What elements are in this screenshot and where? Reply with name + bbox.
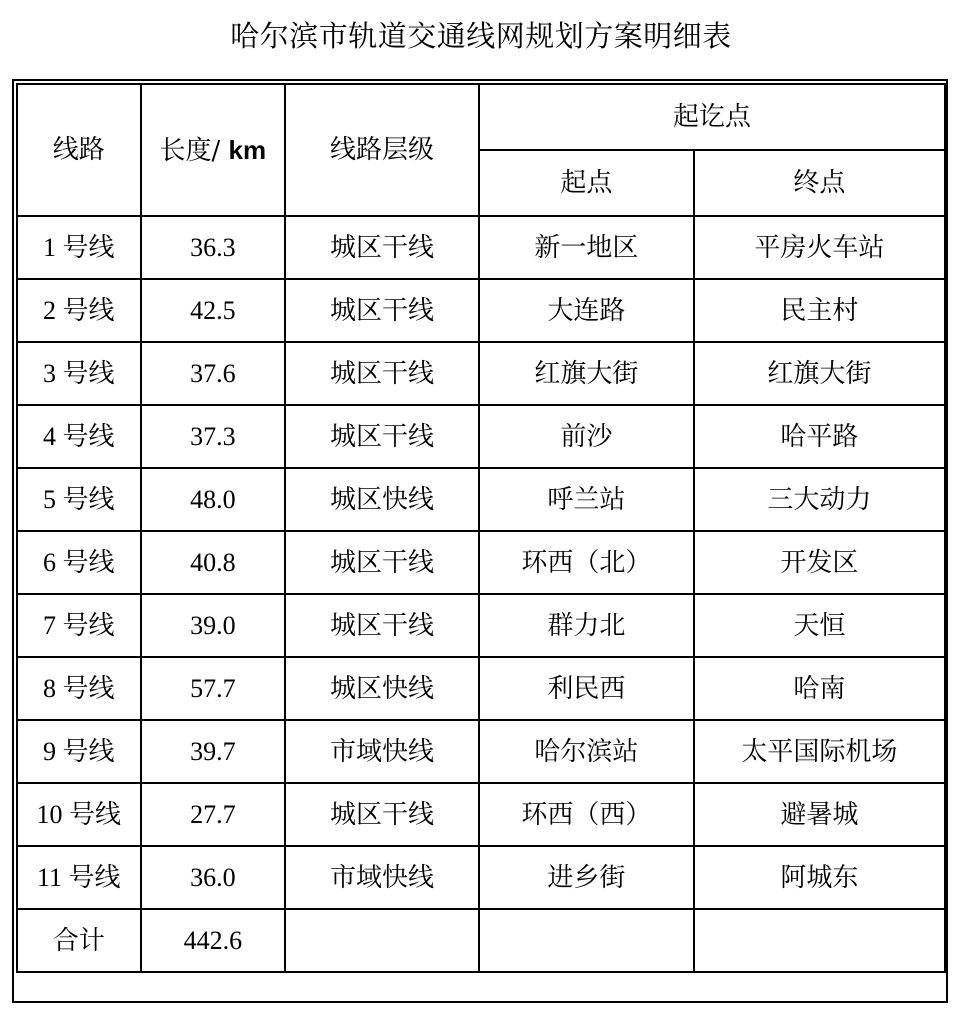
- cell-end: 平房火车站: [694, 216, 945, 279]
- cell-end: 阿城东: [694, 846, 945, 909]
- cell-start: 新一地区: [479, 216, 694, 279]
- cell-start: 利民西: [479, 657, 694, 720]
- table-row: [17, 657, 945, 720]
- table-row: [17, 531, 945, 594]
- cell-end: 哈南: [694, 657, 945, 720]
- cell-line: 10 号线: [17, 783, 141, 846]
- cell-end: 民主村: [694, 279, 945, 342]
- cell-line: 4 号线: [17, 405, 141, 468]
- table-row: [17, 594, 945, 657]
- cell-level: 城区干线: [285, 531, 479, 594]
- cell-line: 9 号线: [17, 720, 141, 783]
- cell-level: 城区干线: [285, 405, 479, 468]
- cell-length: 48.0: [141, 468, 286, 531]
- table-row: [17, 720, 945, 783]
- cell-length: 37.6: [141, 342, 286, 405]
- page-title: 哈尔滨市轨道交通线网规划方案明细表: [230, 19, 732, 53]
- table-row: [17, 783, 945, 846]
- table-row: [17, 342, 945, 405]
- header-endpoints: 起讫点: [479, 84, 945, 150]
- cell-length: 36.0: [141, 846, 286, 909]
- cell-start: 环西（北）: [479, 531, 694, 594]
- cell-start: 红旗大街: [479, 342, 694, 405]
- cell-level: 城区快线: [285, 468, 479, 531]
- cell-start: 环西（西）: [479, 783, 694, 846]
- rail-plan-table: [16, 83, 946, 973]
- cell-length: 36.3: [141, 216, 286, 279]
- cell-length: 27.7: [141, 783, 286, 846]
- total-length: 442.6: [141, 909, 286, 972]
- cell-line: 5 号线: [17, 468, 141, 531]
- cell-end: 红旗大街: [694, 342, 945, 405]
- cell-end: 哈平路: [694, 405, 945, 468]
- cell-level: 城区干线: [285, 342, 479, 405]
- header-length-unit: km: [228, 134, 267, 165]
- cell-end: 避暑城: [694, 783, 945, 846]
- header-level: 线路层级: [285, 84, 479, 216]
- cell-end: 天恒: [694, 594, 945, 657]
- header-row: [17, 84, 945, 150]
- cell-length: 39.7: [141, 720, 286, 783]
- cell-level: 城区干线: [285, 216, 479, 279]
- cell-line: 6 号线: [17, 531, 141, 594]
- header-length: [141, 84, 286, 216]
- empty-cell: [285, 909, 479, 972]
- cell-level: 市域快线: [285, 846, 479, 909]
- cell-line: 7 号线: [17, 594, 141, 657]
- cell-length: 39.0: [141, 594, 286, 657]
- total-row: [17, 909, 945, 972]
- cell-level: 市域快线: [285, 720, 479, 783]
- cell-length: 57.7: [141, 657, 286, 720]
- cell-level: 城区干线: [285, 594, 479, 657]
- cell-start: 哈尔滨站: [479, 720, 694, 783]
- cell-length: 40.8: [141, 531, 286, 594]
- cell-length: 37.3: [141, 405, 286, 468]
- cell-start: 前沙: [479, 405, 694, 468]
- cell-line: 3 号线: [17, 342, 141, 405]
- header-line: 线路: [17, 84, 141, 216]
- table-row: [17, 846, 945, 909]
- cell-end: 太平国际机场: [694, 720, 945, 783]
- cell-level: 城区干线: [285, 783, 479, 846]
- cell-start: 群力北: [479, 594, 694, 657]
- total-label: 合计: [17, 909, 141, 972]
- cell-end: 三大动力: [694, 468, 945, 531]
- cell-start: 进乡街: [479, 846, 694, 909]
- cell-level: 城区快线: [285, 657, 479, 720]
- cell-line: 1 号线: [17, 216, 141, 279]
- cell-line: 11 号线: [17, 846, 141, 909]
- table-row: [17, 468, 945, 531]
- table-row: [17, 279, 945, 342]
- header-end: 终点: [694, 150, 945, 216]
- cell-end: 开发区: [694, 531, 945, 594]
- cell-start: 呼兰站: [479, 468, 694, 531]
- cell-start: 大连路: [479, 279, 694, 342]
- cell-length: 42.5: [141, 279, 286, 342]
- empty-cell: [694, 909, 945, 972]
- header-start: 起点: [479, 150, 694, 216]
- cell-level: 城区干线: [285, 279, 479, 342]
- header-length-label: 长度/: [159, 135, 229, 166]
- cell-line: 8 号线: [17, 657, 141, 720]
- table-row: [17, 216, 945, 279]
- cell-line: 2 号线: [17, 279, 141, 342]
- table-row: [17, 405, 945, 468]
- empty-cell: [479, 909, 694, 972]
